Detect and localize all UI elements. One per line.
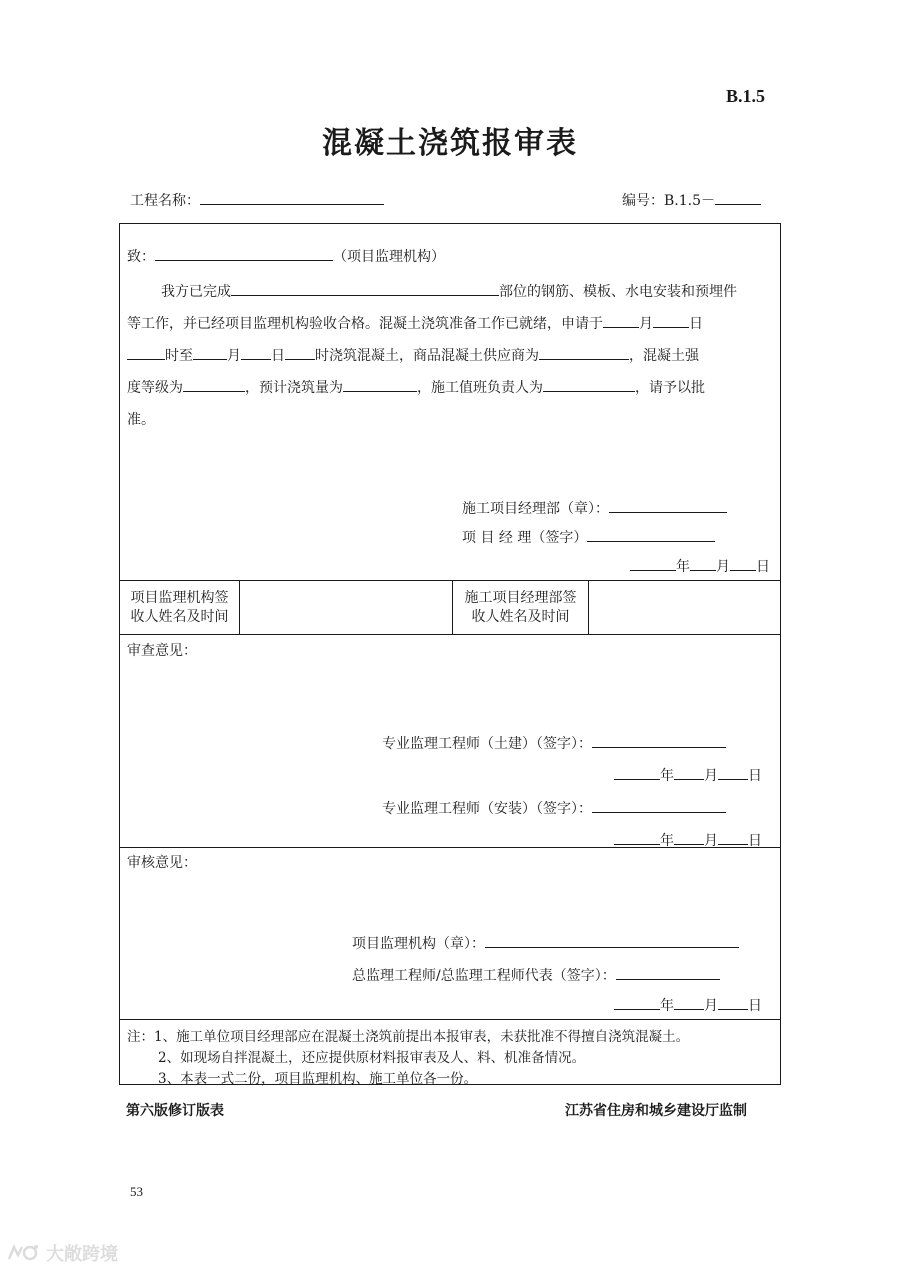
install-date: 年 月 日 xyxy=(614,830,762,850)
dept-seal-field[interactable] xyxy=(609,498,727,513)
install-engineer-row: 专业监理工程师（安装）（签字）： xyxy=(382,798,726,818)
application-date: 年 月 日 xyxy=(630,556,770,576)
install-engineer-field[interactable] xyxy=(592,798,726,813)
supervisor-receiver-label: 项目监理机构签 收人姓名及时间 xyxy=(130,590,229,625)
watermark-text: 大敞跨境 xyxy=(46,1244,118,1265)
volume-field[interactable] xyxy=(343,377,417,392)
supplier-field[interactable] xyxy=(539,345,629,360)
project-name-field[interactable] xyxy=(200,190,384,205)
leader-field[interactable] xyxy=(543,377,635,392)
supervisor-receiver-field[interactable] xyxy=(240,581,452,634)
contractor-receiver-label: 施工项目经理部签 收人姓名及时间 xyxy=(464,590,577,625)
form-number-label: 编号：B.1.5－ xyxy=(622,193,716,209)
chief-sign-field[interactable] xyxy=(616,965,720,980)
end-day-field[interactable] xyxy=(241,345,271,360)
grade-field[interactable] xyxy=(183,377,245,392)
form-code: B.1.5 xyxy=(726,86,766,106)
audit-label: 审核意见： xyxy=(127,855,197,871)
application-line-1: 我方已完成 部位的钢筋、模板、水电安装和预埋件 xyxy=(127,276,772,308)
manager-sign-row: 项 目 经 理（签字） xyxy=(462,527,715,547)
manager-sign-field[interactable] xyxy=(587,527,715,542)
application-line-4: 度等级为 ，预计浇筑量为 ，施工值班负责人为 ，请予以批 xyxy=(127,372,772,404)
chief-sign-row: 总监理工程师/总监理工程师代表（签字）： xyxy=(352,965,720,985)
start-month-field[interactable] xyxy=(603,313,639,328)
civil-engineer-row: 专业监理工程师（土建）（签字）： xyxy=(382,733,726,753)
end-month-field[interactable] xyxy=(193,345,227,360)
note-1: 注：1、施工单位项目经理部应在混凝土浇筑前提出本报审表，未获批准不得擅自浇筑混凝土。 xyxy=(127,1029,690,1045)
dept-seal-row: 施工项目经理部（章）： xyxy=(462,498,727,518)
end-hour-field[interactable] xyxy=(285,345,315,360)
divider-notes xyxy=(119,1019,781,1020)
application-body xyxy=(127,276,772,436)
project-name-label: 工程名称： xyxy=(130,193,200,209)
agency-seal-field[interactable] xyxy=(485,933,739,948)
form-number-row xyxy=(622,190,761,210)
watermark-logo-icon xyxy=(6,1243,40,1263)
application-line-5: 准。 xyxy=(127,412,155,428)
page-title: 混凝土浇筑报审表 xyxy=(322,126,578,161)
form-number-field[interactable] xyxy=(715,190,761,205)
note-3: 3、本表一式二份，项目监理机构、施工单位各一份。 xyxy=(158,1071,478,1087)
civil-engineer-field[interactable] xyxy=(592,733,726,748)
start-day-field[interactable] xyxy=(653,313,689,328)
to-row xyxy=(127,246,445,266)
to-field[interactable] xyxy=(155,246,333,261)
agency-seal-row: 项目监理机构（章）： xyxy=(352,933,739,953)
note-2: 2、如现场自拌混凝土，还应提供原材料报审表及人、料、机准备情况。 xyxy=(158,1050,586,1066)
application-line-2: 等工作，并已经项目监理机构验收合格。混凝土浇筑准备工作已就绪，申请于 月 日 xyxy=(127,308,772,340)
start-hour-field[interactable] xyxy=(127,345,165,360)
civil-date: 年 月 日 xyxy=(614,765,762,785)
application-line-3: 时至 月 日 时浇筑混凝土，商品混凝土供应商为 ，混凝土强 xyxy=(127,340,772,372)
to-label: 致： xyxy=(127,249,155,265)
audit-date: 年 月 日 xyxy=(614,995,762,1015)
issuer-label: 江苏省住房和城乡建设厅监制 xyxy=(565,1103,747,1119)
contractor-receiver-field[interactable] xyxy=(589,581,779,634)
edition-label: 第六版修订版表 xyxy=(126,1103,224,1119)
watermark xyxy=(6,1240,118,1266)
project-name-row xyxy=(130,190,384,210)
part-field[interactable] xyxy=(231,281,499,296)
page-number: 53 xyxy=(130,1184,143,1199)
divider-receipt-bottom xyxy=(119,634,781,635)
to-suffix: （项目监理机构） xyxy=(333,249,445,265)
review-label: 审查意见： xyxy=(127,643,197,659)
